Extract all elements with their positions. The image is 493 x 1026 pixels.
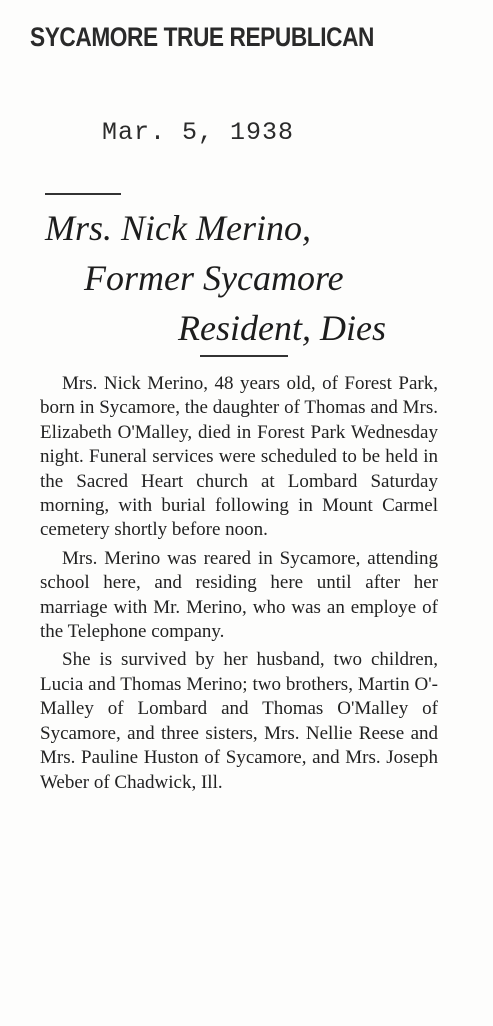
article-body (40, 372, 438, 799)
paragraph-2: Mrs. Merino was reared in Sycamore, attending school here, and residing here until after her marriage with Mr. Merino, who was an employe of the Telephone company. (40, 547, 438, 643)
headline-rule (200, 355, 288, 357)
headline-line-3: Resident, Dies (178, 308, 386, 348)
headline-line-2: Former Sycamore (84, 258, 344, 298)
paragraph-3: She is survived by her husband, two children, Lucia and Thomas Merino; two brothers, Martin O'-Malley of Lombard and Thomas O'Malley of Sycamore, and three sisters, Mrs. Nellie Reese and Mrs. Pauline Huston of Sycamore, and Mrs. Joseph Weber of Chadwick, Ill. (40, 649, 438, 793)
publication-date: Mar. 5, 1938 (102, 118, 295, 147)
top-rule (45, 193, 121, 195)
headline-line-1: Mrs. Nick Merino, (45, 208, 311, 248)
masthead-stamp: SYCAMORE TRUE REPUBLICAN (30, 22, 375, 52)
paragraph-1: Mrs. Nick Merino, 48 years old, of Forest Park, born in Sycamore, the daughter of Thomas and Mrs. Elizabeth O'Malley, died in Forest Park Wednesday night. Funeral services were scheduled to be held in the Sacred Heart church at Lombard Saturday morning, with burial following in Mount Carmel cemetery shortly before noon. (40, 373, 438, 541)
